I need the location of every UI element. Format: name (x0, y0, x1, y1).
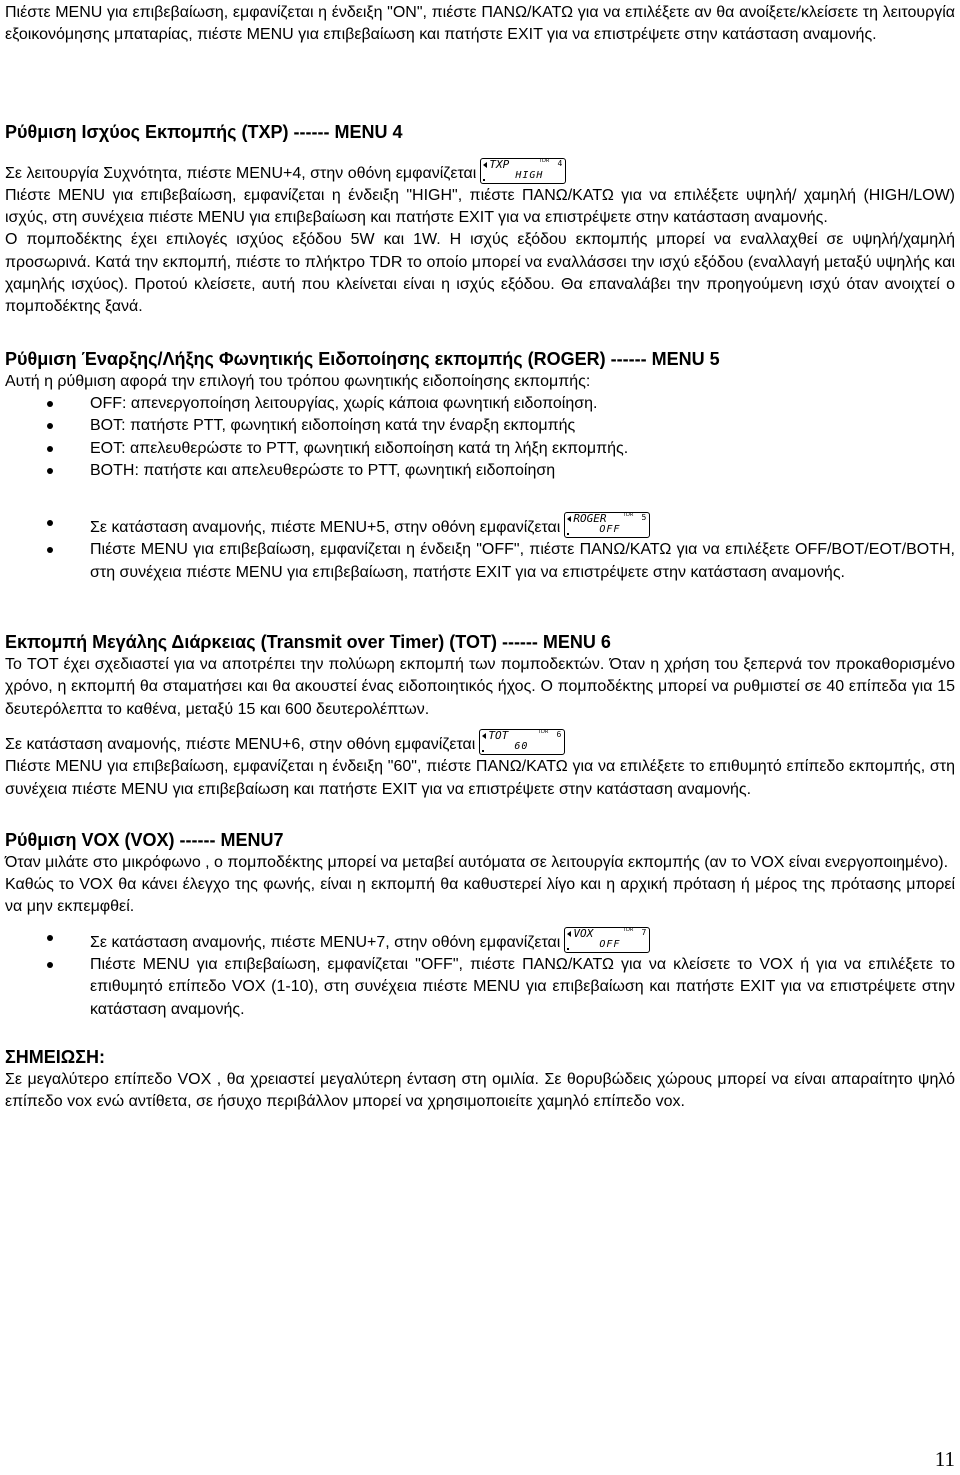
list-item-text: Σε κατάσταση αναμονής, πιέστε MENU+7, στην οθόνη εμφανίζεται (90, 933, 561, 951)
list-item (5, 539, 955, 584)
list-item (5, 393, 955, 415)
bullet-icon (47, 446, 53, 452)
list-item-text: OFF: απενεργοποίηση λειτουργίας, χωρίς κάποια φωνητική ειδοποίηση. (90, 394, 598, 412)
list-item (5, 927, 955, 954)
lcd-arrow-icon (483, 162, 487, 168)
lcd-display-tot (479, 729, 565, 755)
roger-section-title: Ρύθμιση Έναρξης/Λήξης Φωνητικής Ειδοποίησης εκπομπής (ROGER) ------ MENU 5 (5, 348, 720, 369)
page-number: 11 (934, 1447, 955, 1471)
lcd-dot-icon (482, 750, 484, 752)
txp-paragraph-2: Ο πομποδέκτης έχει επιλογές ισχύος εξόδου 5W και 1W. Η ισχύς εξόδου εκπομπής μπορεί να εναλλαχθεί σε υψηλή/χαμηλή προσωρινά. Κατά την εκπομπή, πιέστε το πλήκτρο TDR το οποίο μπορεί να εναλλάσσει την ισχύ εξόδου (εναλλαγή μεταξύ υψηλής και χαμηλής ισχύος). Προτού κλείσετε, αυτή που κλείνεται είναι η ισχύς εξόδου. Θα επαναλάβει την προηγούμενη ισχύ όταν ανοιχτεί ο πομποδέκτης ξανά. (5, 231, 955, 316)
lcd-display-vox (564, 927, 650, 953)
tot-section-title: Εκπομπή Μεγάλης Διάρκειας (Transmit over Timer) (TOT) ------ MENU 6 (5, 632, 611, 653)
tot-paragraph-1: Το TOT έχει σχεδιαστεί για να αποτρέπει την πολύωρη εκπομπή των πομποδεκτών. Όταν η χρήση του ξεπερνά τον προκαθορισμένο χρόνο, η εκπομπή θα σταματήσει και θα ακουστεί ένας ειδοποιητικός ήχος. Ο πομποδέκτης μπορεί να ρυθμιστεί σε 40 επίπεδα για 15 δευτερόλεπτα το καθένα, μεταξύ 15 και 600 δευτερολέπτων. (5, 656, 955, 718)
bullet-icon (47, 468, 53, 474)
roger-intro: Αυτή η ρύθμιση αφορά την επιλογή του τρόπου φωνητικής ειδοποίησης εκπομπής: (5, 372, 591, 390)
note-title: ΣΗΜΕΙΩΣΗ: (5, 1046, 106, 1067)
lcd-dot-icon (567, 533, 569, 535)
vox-paragraph-2: Καθώς το VOX θα κάνει έλεγχο της φωνής, είναι η εκπομπή θα καθυστερεί λίγο και η αρχική πρόταση ή μέρος της πρότασης μπορεί να μην εκπεμφθεί. (5, 876, 955, 916)
lcd-line2: 60 (514, 740, 529, 752)
lcd-menu-number: 7 (641, 927, 647, 937)
list-item (5, 438, 955, 460)
lcd-indicator: TDR (538, 157, 550, 164)
list-item-text: Σε κατάσταση αναμονής, πιέστε MENU+5, στην οθόνη εμφανίζεται (90, 519, 561, 537)
bullet-icon (47, 962, 53, 968)
lcd-menu-number: 6 (556, 729, 562, 739)
roger-steps-list (5, 512, 955, 584)
lcd-line2: OFF (599, 938, 621, 950)
lcd-line2: OFF (599, 524, 621, 536)
txp-line-text: Σε λειτουργία Συχνότητα, πιέστε MENU+4, στην οθόνη εμφανίζεται (5, 164, 477, 182)
list-item-text: Πιέστε MENU για επιβεβαίωση, εμφανίζεται "OFF", πιέστε ΠΑΝΩ/ΚΑΤΩ για να κλείσετε το VOX ή για να επιλέξετε το επιθυμητό επίπεδο VOX (1-10), στη συνέχεια πιέστε MENU για επιβεβαίωση και πατήστε EXIT για να επιστρέψετε στην κατάσταση αναμονής. (90, 956, 955, 1018)
roger-options-list (5, 393, 955, 482)
tot-paragraph-2: Πιέστε MENU για επιβεβαίωση, εμφανίζεται η ένδειξη "60", πιέστε ΠΑΝΩ/ΚΑΤΩ για να επιλέξετε το επιθυμητό επίπεδο εκπομπής, στη συνέχεια πιέστε MENU για επιβεβαίωση και πατήστε EXIT για να επιστρέψετε στην κατάσταση αναμονής. (5, 758, 955, 798)
lcd-arrow-icon (482, 733, 486, 739)
lcd-menu-number: 4 (557, 158, 563, 168)
lcd-dot-icon (483, 179, 485, 181)
vox-section-title: Ρύθμιση VOX (VOX) ------ MENU7 (5, 829, 284, 850)
bullet-icon (47, 935, 53, 941)
lcd-indicator: TDR (622, 926, 634, 933)
txp-line (5, 158, 955, 185)
note-text: Σε μεγαλύτερο επίπεδο VOX , θα χρειαστεί μεγαλύτερη ένταση στη ομιλία. Σε θορυβώδεις χώρους μπορεί να είναι απαραίτητο ψηλό επίπεδο vox ενώ αντίθετα, σε ήσυχο περιβάλλον μπορεί να χρησιμοποιείτε χαμηλό επίπεδο vox. (5, 1070, 955, 1111)
intro-paragraph: Πιέστε MENU για επιβεβαίωση, εμφανίζεται η ένδειξη "ON", πιέστε ΠΑΝΩ/ΚΑΤΩ για να επιλέξετε αν θα ανοίξετε/κλείσετε τη λειτουργία εξοικονόμησης μπαταρίας, πιέστε MENU για επιβεβαίωση και πατήστε EXIT για να επιστρέψετε στην κατάσταση αναμονής. (5, 4, 955, 44)
lcd-dot-icon (567, 948, 569, 950)
list-item (5, 954, 955, 1021)
lcd-arrow-icon (567, 931, 571, 937)
lcd-line2: HIGH (515, 169, 544, 181)
bullet-icon (47, 547, 53, 553)
list-item-text: BOTH: πατήστε και απελευθερώστε το PTT, φωνητική ειδοποίηση (90, 461, 556, 479)
lcd-indicator: TDR (622, 512, 634, 519)
list-item (5, 460, 955, 482)
list-item (5, 512, 955, 539)
vox-paragraph-1: Όταν μιλάτε στο μικρόφωνο , ο πομποδέκτης μπορεί να μεταβεί αυτόματα σε λειτουργία εκπομπής (αν το VOX είναι ενεργοποιημένο). (5, 853, 949, 871)
list-item-text: EOT: απελευθερώστε το PTT, φωνητική ειδοποίηση κατά τη λήξη εκπομπής. (90, 439, 629, 457)
tot-line-text: Σε κατάσταση αναμονής, πιέστε MENU+6, στην οθόνη εμφανίζεται (5, 735, 476, 753)
lcd-display-txp (480, 158, 566, 184)
lcd-line1: TXP (489, 157, 510, 171)
list-item (5, 415, 955, 437)
bullet-icon (47, 520, 53, 526)
txp-section-title: Ρύθμιση Ισχύος Εκπομπής (TXP) ------ MENU 4 (5, 121, 403, 142)
lcd-indicator: TDR (537, 728, 549, 735)
bullet-icon (47, 401, 53, 407)
txp-paragraph-1: Πιέστε MENU για επιβεβαίωση, εμφανίζεται η ένδειξη "HIGH", πιέστε ΠΑΝΩ/ΚΑΤΩ για να επιλέξετε υψηλή/ χαμηλή (HIGH/LOW) ισχύς, στη συνέχεια πιέστε MENU για επιβεβαίωση και πατήστε EXIT για να επιστρέψετε στην κατάσταση αναμονής. (5, 186, 955, 227)
lcd-line1: ROGER (573, 512, 607, 526)
tot-line (5, 729, 955, 756)
list-item-text: Πιέστε MENU για επιβεβαίωση, εμφανίζεται η ένδειξη "OFF", πιέστε ΠΑΝΩ/ΚΑΤΩ για να επιλέξετε OFF/BOT/EOT/BOTH, στη συνέχεια πιέστε MENU για επιβεβαίωση, πατήστε EXIT για να επιστρέψετε στην κατάσταση αναμονής. (90, 541, 955, 581)
bullet-icon (47, 423, 53, 429)
manual-page (5, 2, 955, 1114)
lcd-menu-number: 5 (641, 513, 647, 523)
lcd-arrow-icon (567, 516, 571, 522)
list-item-text: BOT: πατήστε PTT, φωνητική ειδοποίηση κατά την έναρξη εκπομπής (90, 417, 576, 435)
vox-steps-list (5, 927, 955, 1021)
lcd-display-roger (564, 512, 650, 538)
lcd-line1: VOX (573, 926, 594, 940)
lcd-line1: TOT (488, 728, 509, 742)
